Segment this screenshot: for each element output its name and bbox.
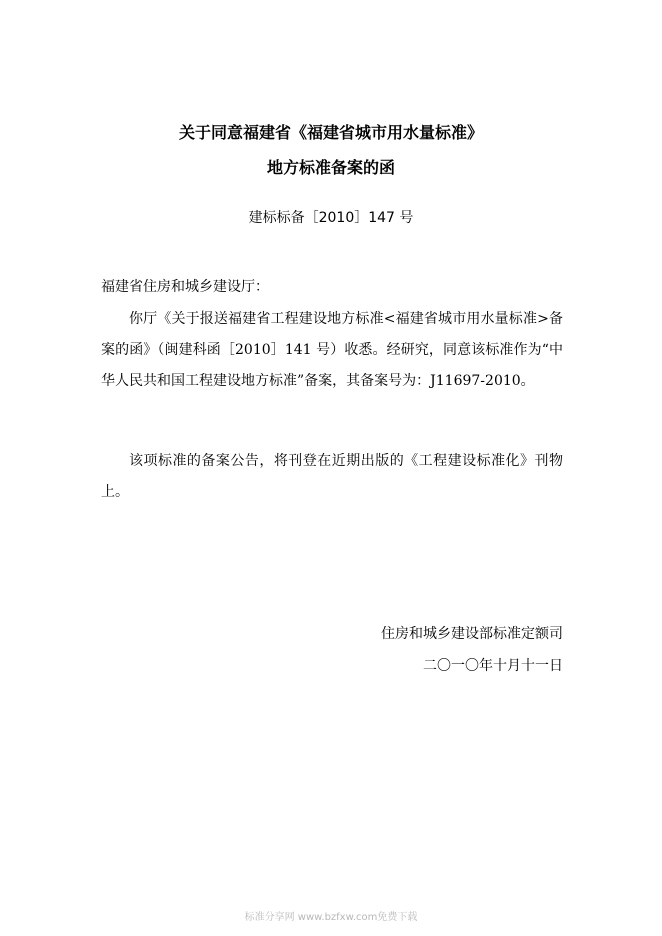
signature-date: 二〇一〇年十月十一日	[423, 658, 563, 674]
signature-organization: 住房和城乡建设部标准定额司	[381, 626, 563, 642]
document-title-line-1: 关于同意福建省《福建省城市用水量标准》	[178, 123, 483, 142]
body-paragraph-2: 该项标准的备案公告，将刊登在近期出版的《工程建设标准化》刊物上。	[101, 453, 563, 500]
document-title-line-2: 地方标准备案的函	[266, 158, 395, 177]
body-paragraph-1: 你厅《关于报送福建省工程建设地方标准<福建省城市用水量标准>备案的函》（闽建科函［2010］141 号）收悉。经研究，同意该标准作为“中华人民共和国工程建设地方标准”备案，其备案号为：J11697-2010。	[101, 311, 563, 389]
salutation: 福建省住房和城乡建设厅：	[101, 279, 269, 295]
document-number: 建标标备［2010］147 号	[248, 210, 414, 226]
footer-watermark: 标准分享网 www.bzfxw.com免费下载	[244, 912, 418, 923]
